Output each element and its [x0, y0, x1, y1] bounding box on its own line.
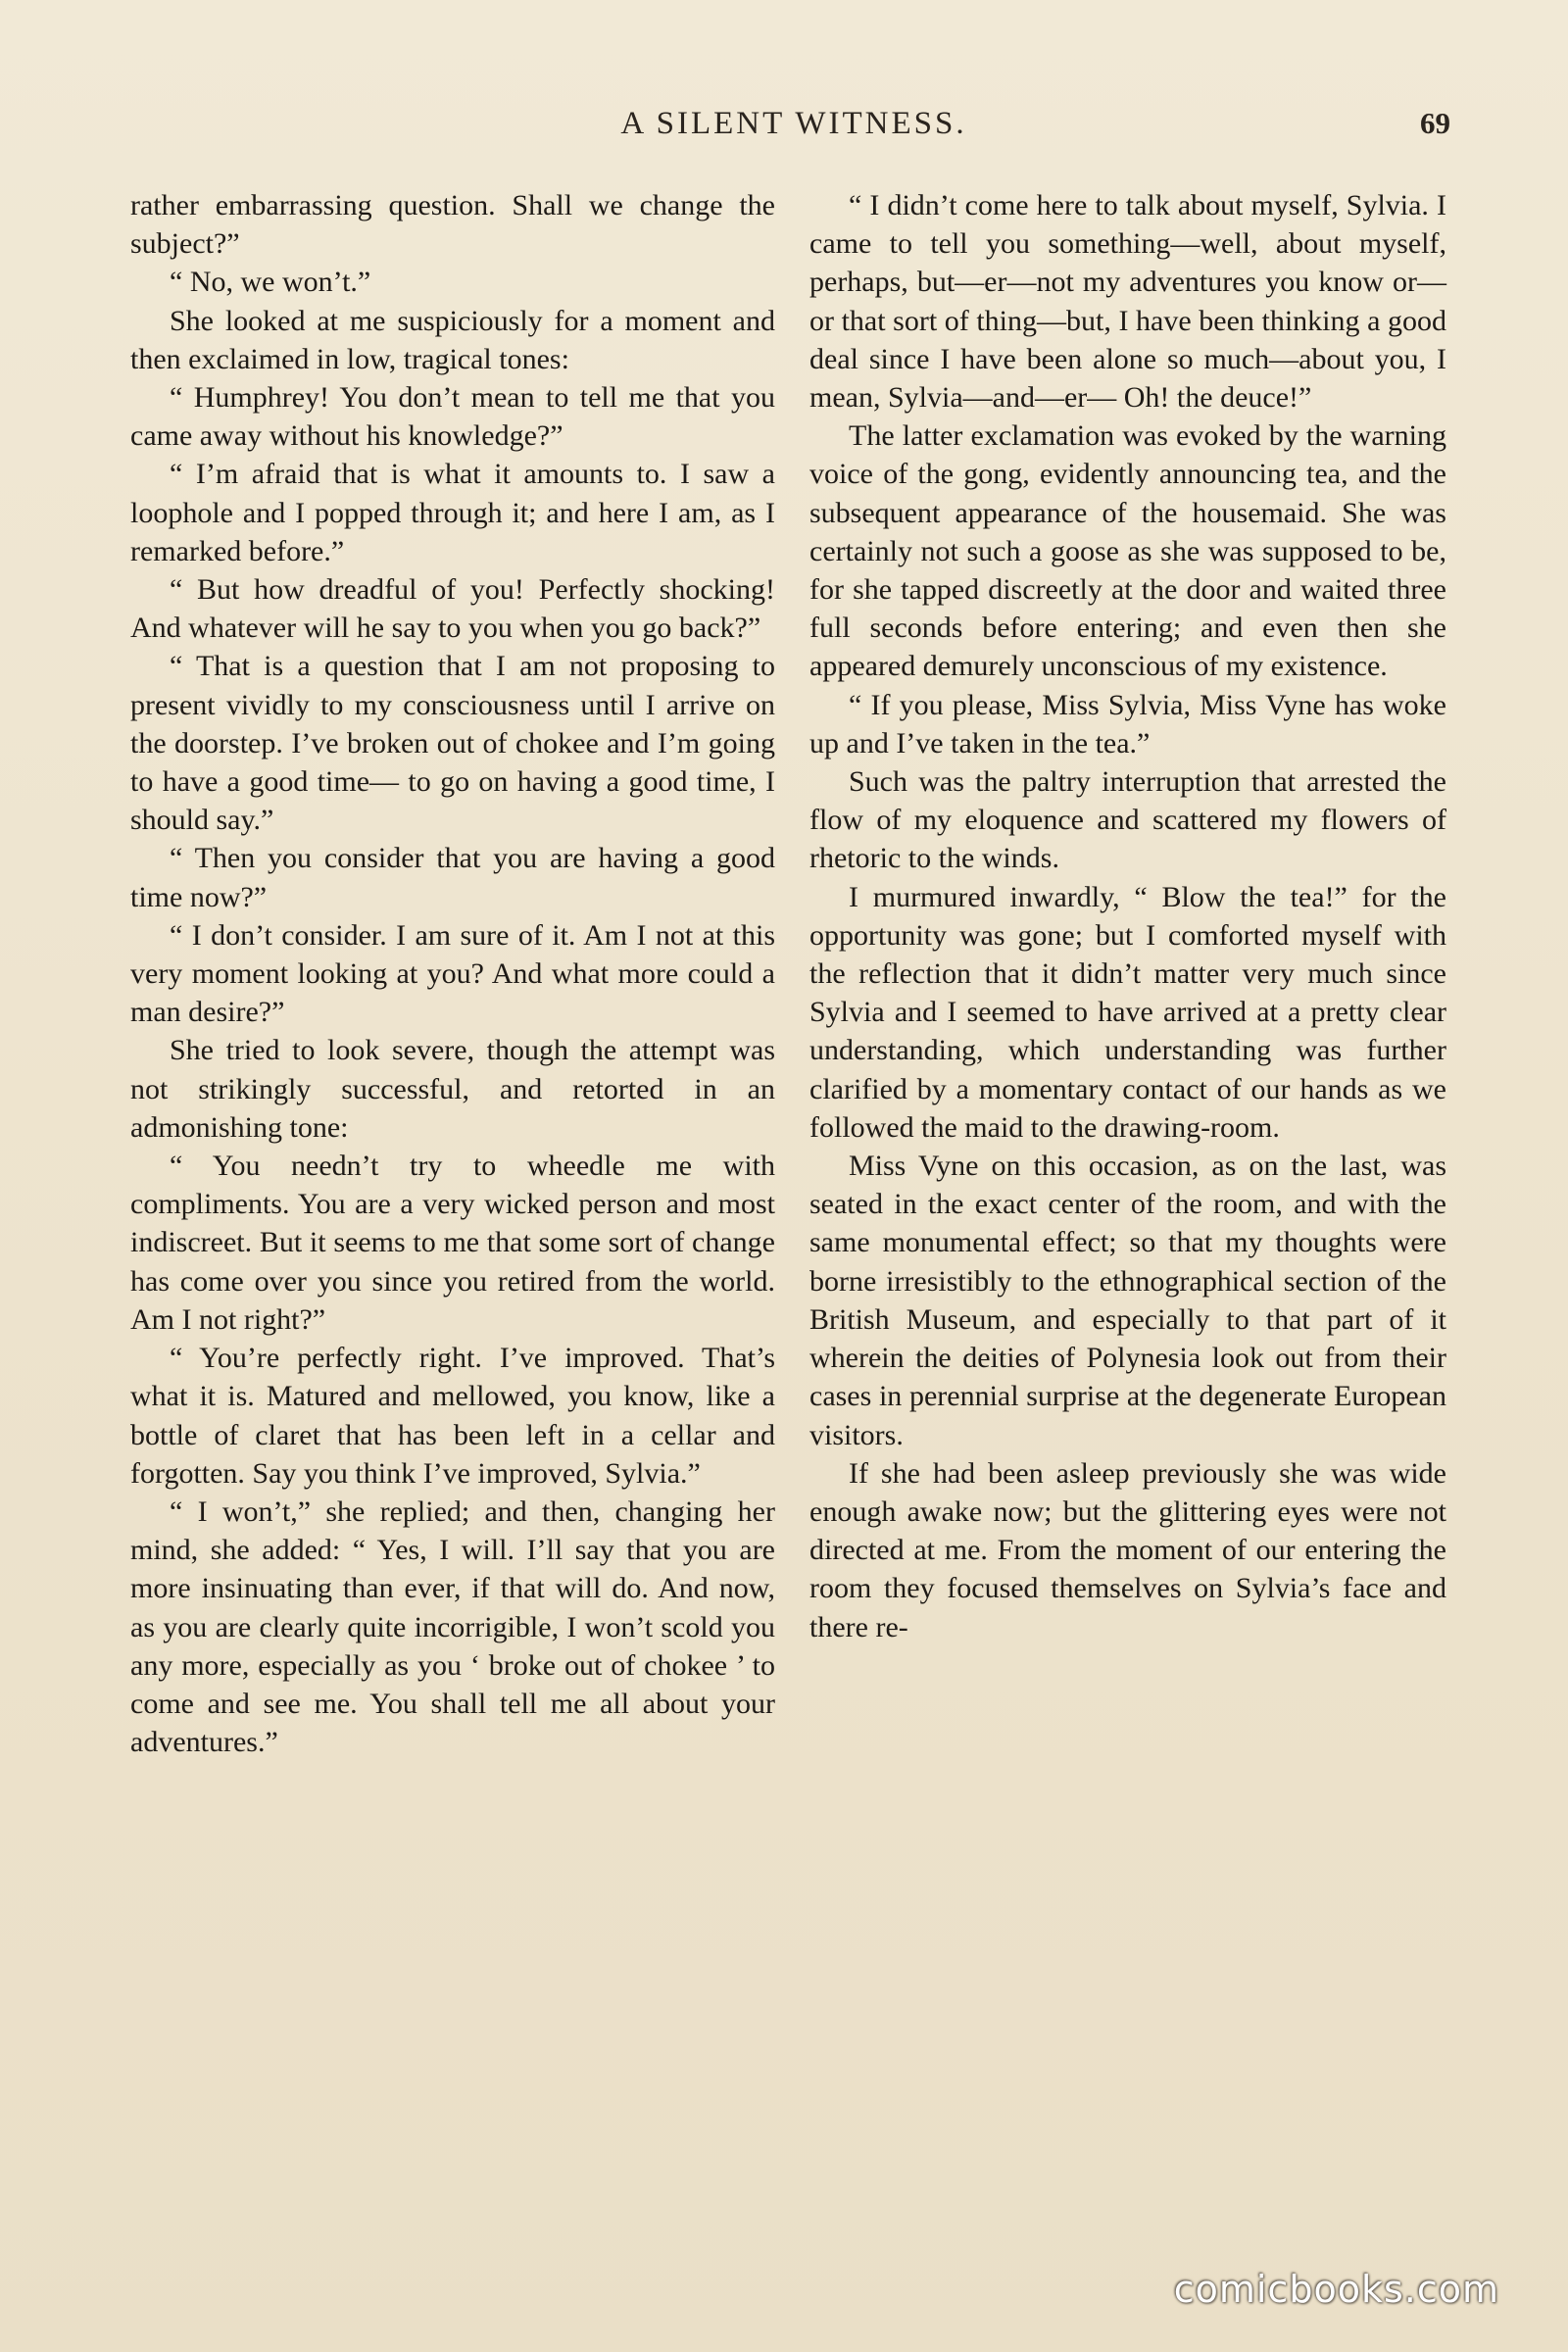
running-title: A SILENT WITNESS.: [620, 106, 967, 141]
paragraph: “ I won’t,” she replied; and then, changing her mind, she added: “ Yes, I will. I’ll say that you are more insinuating than ever, if that will do. And now, as you are clearly quite incorrigible, I won’t scold you any more, especially as you ‘ broke out of chokee ’ to come and see me. You shall tell me all about your adventures.”: [130, 1494, 775, 1759]
paragraph: She looked at me suspiciously for a moment and then exclaimed in low, tragical tones:: [130, 304, 775, 375]
right-column: [809, 186, 1446, 1646]
paragraph: “ That is a question that I am not proposing to present vividly to my consciousness until I arrive on the doorstep. I’ve broken out of chokee and I’m going to have a good time— to go on having a good time, I should say.”: [130, 650, 775, 837]
page-header: [127, 106, 1460, 149]
paragraph: “ But how dreadful of you! Perfectly shocking! And whatever will he say to you when you go back?”: [130, 573, 775, 645]
paragraph: rather embarrassing question. Shall we change the subject?”: [130, 189, 775, 261]
paragraph: Such was the paltry interruption that arrested the flow of my eloquence and scattered my flowers of rhetoric to the winds.: [809, 765, 1446, 875]
watermark: comicbooks.com: [1173, 2268, 1499, 2311]
paragraph: Miss Vyne on this occasion, as on the last, was seated in the exact center of the room, and with the same monumental effect; so that my thoughts were borne irresistibly to the ethnographical section of the British Museum, and especially to that part of it wherein the deities of Polynesia look out from their cases in perennial surprise at the degenerate European visitors.: [809, 1150, 1446, 1451]
paragraph: The latter exclamation was evoked by the warning voice of the gong, evidently announcing tea, and the subsequent appearance of the housemaid. She was certainly not such a goose as she was supposed to be, for she tapped discreetly at the door and waited three full seconds before entering; and even then she appeared demurely unconscious of my existence.: [809, 419, 1446, 683]
paragraph: “ I didn’t come here to talk about myself, Sylvia. I came to tell you something—well, about myself, perhaps, but—er—not my adventures you know or—or that sort of thing—but, I have been thinking a good deal since I have been alone so much—about you, I mean, Sylvia—and—er— Oh! the deuce!”: [809, 189, 1446, 415]
paragraph: She tried to look severe, though the attempt was not strikingly successful, and retorted in an admonishing tone:: [130, 1034, 775, 1144]
paragraph: “ You’re perfectly right. I’ve improved. That’s what it is. Matured and mellowed, you know, like a bottle of claret that has been left in a cellar and forgotten. Say you think I’ve improved, Sylvia.”: [130, 1342, 775, 1490]
paragraph: “ No, we won’t.”: [170, 266, 371, 299]
paragraph: “ I don’t consider. I am sure of it. Am I not at this very moment looking at you? And what more could a man desire?”: [130, 918, 775, 1029]
left-column: [130, 186, 775, 1761]
paragraph: “ I’m afraid that is what it amounts to. I saw a loophole and I popped through it; and here I am, as I remarked before.”: [130, 458, 775, 567]
paragraph: “ Humphrey! You don’t mean to tell me that you came away without his knowledge?”: [130, 381, 775, 453]
paragraph: If she had been asleep previously she was wide enough awake now; but the glittering eyes were not directed at me. From the moment of our entering the room they focused themselves on Sylvia’s face and there re-: [809, 1456, 1446, 1643]
paragraph: “ If you please, Miss Sylvia, Miss Vyne has woke up and I’ve taken in the tea.”: [809, 688, 1446, 760]
page-number: 69: [1420, 106, 1450, 140]
paragraph: “ Then you consider that you are having a good time now?”: [130, 842, 775, 913]
paragraph: “ You needn’t try to wheedle me with compliments. You are a very wicked person and most indiscreet. But it seems to me that some sort of change has come over you since you retired from the world. Am I not right?”: [130, 1150, 775, 1336]
paragraph: I murmured inwardly, “ Blow the tea!” for the opportunity was gone; but I comforted myself with the reflection that it didn’t matter very much since Sylvia and I seemed to have arrived at a pretty clear understanding, which understanding was further clarified by a momentary contact of our hands as we followed the maid to the drawing-room.: [809, 880, 1446, 1144]
